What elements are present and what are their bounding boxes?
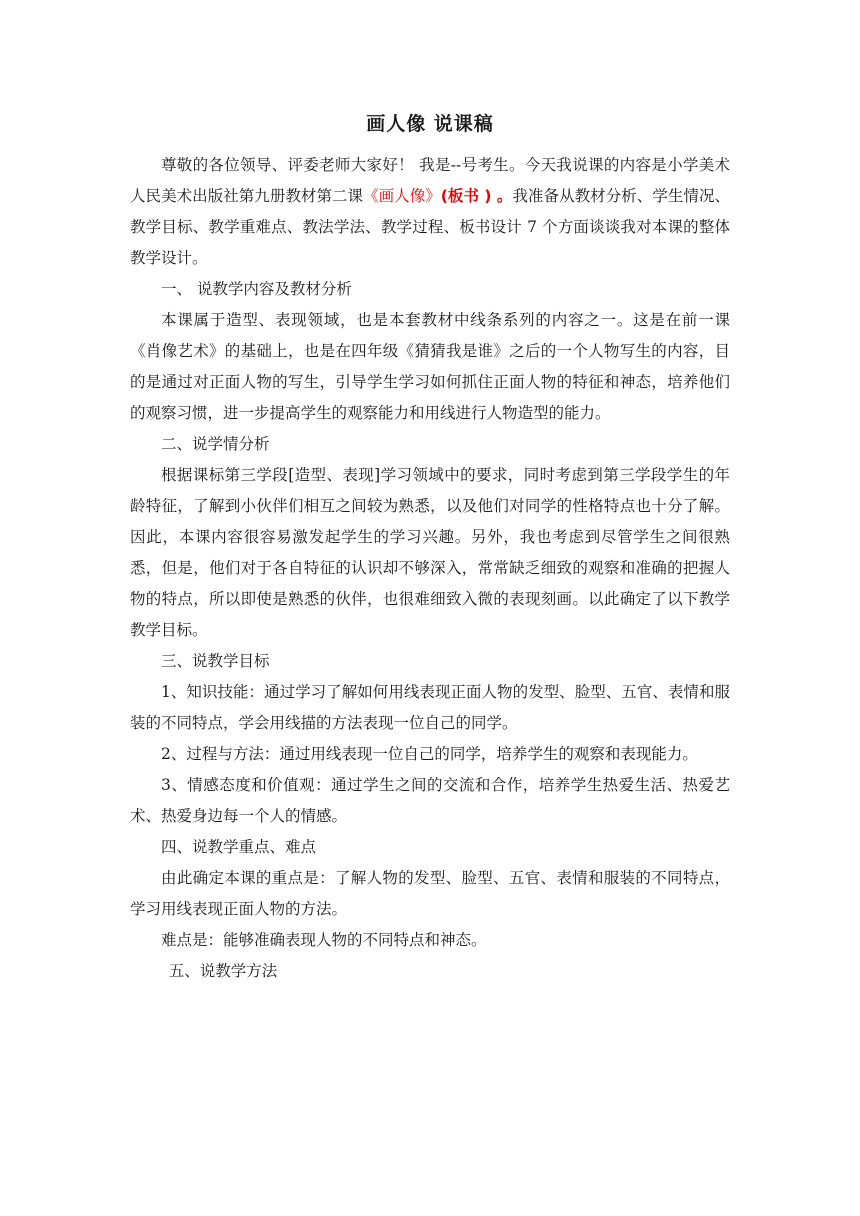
section1-body: 本课属于造型、表现领域，也是本套教材中线条系列的内容之一。这是在前一课《肖像艺术》的基础上，也是在四年级《猜猜我是谁》之后的一个人物写生的内容，目的是通过对正面人物的写生，引导学生学习如何抓住正面人物的特征和神态，培养他们的观察习惯，进一步提高学生的观察能力和用线进行人物造型的能力。 — [130, 311, 730, 422]
goal-process: 2、过程与方法：通过用线表现一位自己的同学，培养学生的观察和表现能力。 — [161, 745, 698, 763]
goal-attitude: 3、情感态度和价值观：通过学生之间的交流和合作，培养学生热爱生活、热爱艺术、热爱身边每一个人的情感。 — [130, 776, 730, 825]
section2-body: 根据课标第三学段[造型、表现]学习领域中的要求，同时考虑到第三学段学生的年龄特征，了解到小伙伴们相互之间较为熟悉，以及他们对同学的性格特点也十分了解。因此，本课内容很容易激发起学生的学习兴趣。另外，我也考虑到尽管学生之间很熟悉，但是，他们对于各自特征的认识却不够深入，常常缺乏细致的观察和准确的把握人物的特点，所以即使是熟悉的伙伴，也很难细致入微的表现刻画。以此确定了以下教学教学目标。 — [130, 466, 730, 639]
goal-knowledge: 1、知识技能：通过学习了解如何用线表现正面人物的发型、脸型、五官、表情和服装的不同特点，学会用线描的方法表现一位自己的同学。 — [130, 683, 730, 732]
intro-text-part2: 我准备从教材分析、学生情况、教学目标、教学重难点、教法学法、教学过程、板书设计 7 个方面谈谈我对本课的整体教学设计。 — [130, 187, 730, 267]
intro-paragraph — [130, 150, 730, 274]
document-page — [130, 110, 730, 987]
section2-heading: 二、说学情分析 — [161, 435, 270, 453]
key-point-paragraph: 由此确定本课的重点是：了解人物的发型、脸型、五官、表情和服装的不同特点，学习用线表现正面人物的方法。 — [130, 869, 730, 918]
intro-board-note: (板书 ) 。 — [440, 187, 513, 205]
intro-text-part1: 尊敬的各位领导、评委老师大家好！ 我是--号考生。今天我说课的内容是小学美术人民美术出版社第九册教材第二课 — [130, 156, 730, 205]
section3-heading: 三、说教学目标 — [161, 652, 270, 670]
section4-heading: 四、说教学重点、难点 — [161, 838, 317, 856]
section5-heading: 五、说教学方法 — [168, 962, 278, 980]
intro-book-title: 《画人像》 — [363, 187, 441, 205]
document-title: 画人像 说课稿 — [366, 113, 494, 135]
difficulty-paragraph: 难点是：能够准确表现人物的不同特点和神态。 — [161, 931, 487, 949]
section1-heading: 一、 说教学内容及教材分析 — [161, 280, 352, 298]
